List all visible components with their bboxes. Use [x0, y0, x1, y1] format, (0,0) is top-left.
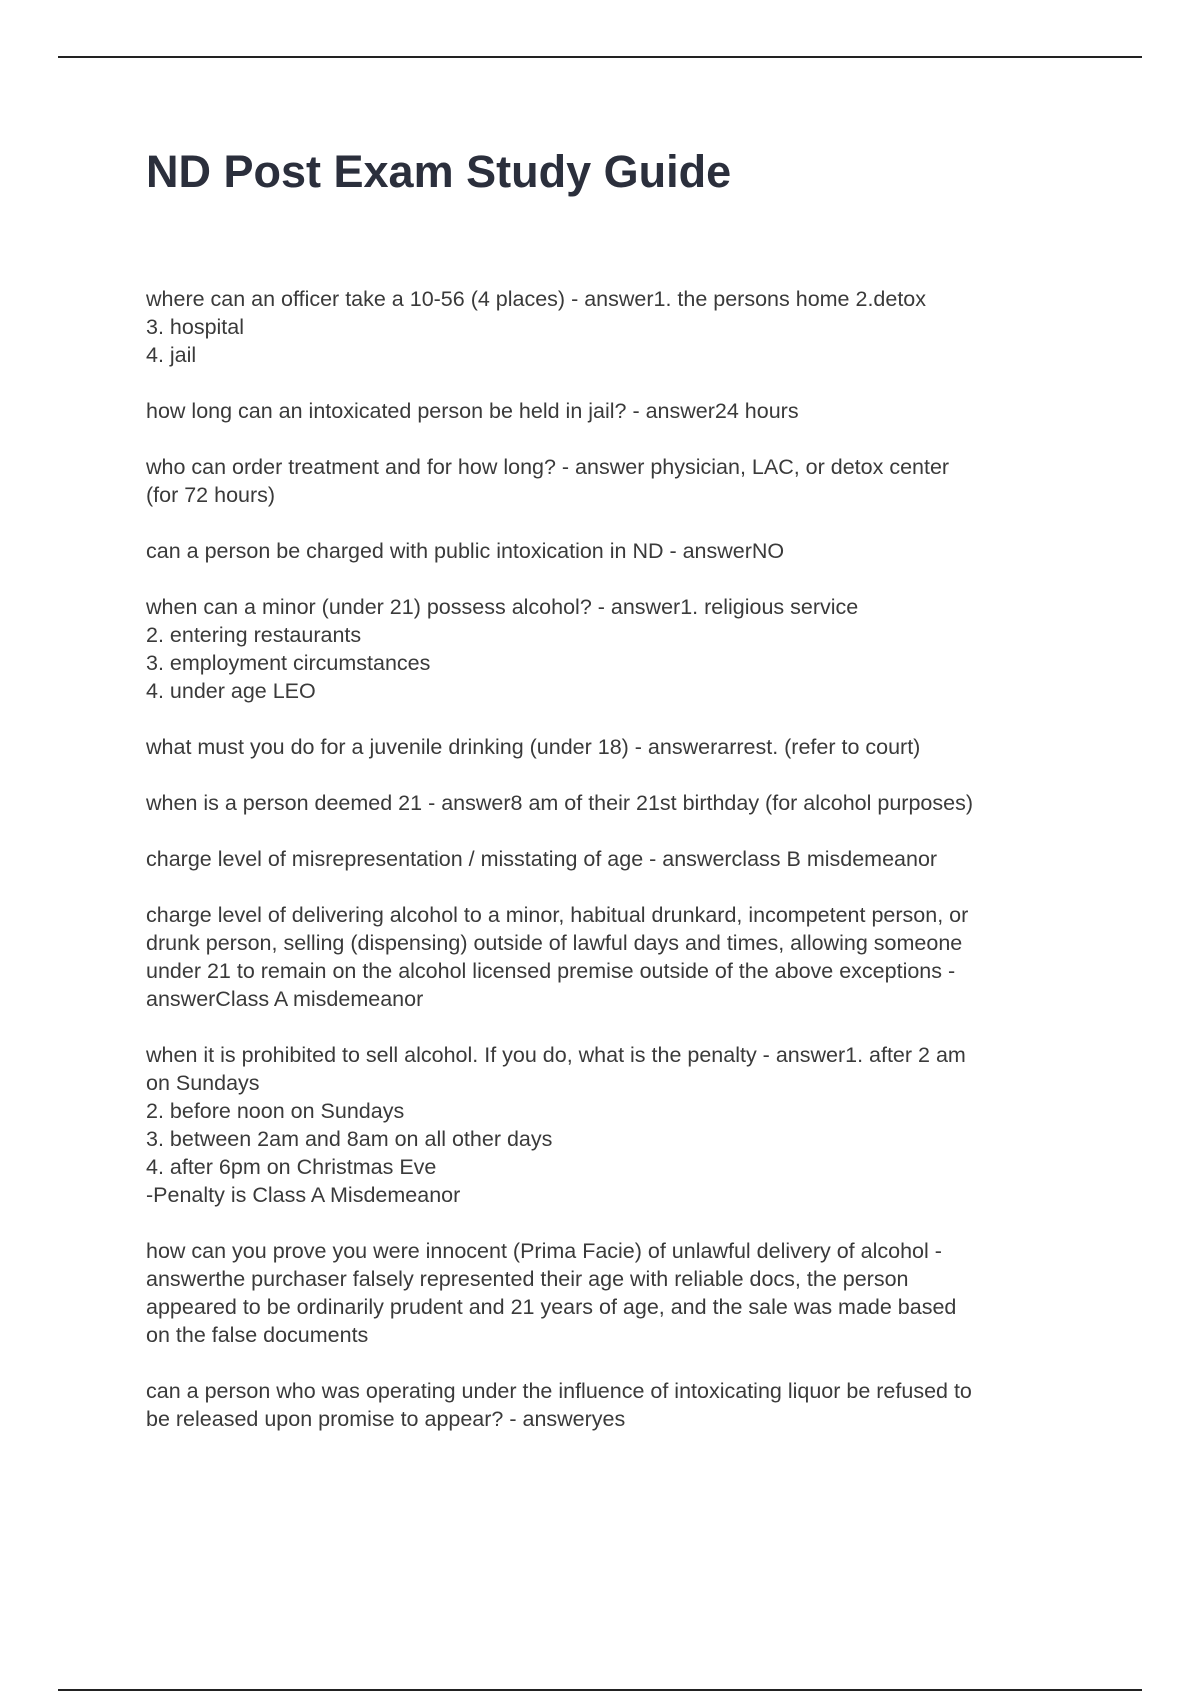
qa-line: what must you do for a juvenile drinking (under 18) - answerarrest. (refer to court) — [146, 735, 921, 759]
qa-line: how long can an intoxicated person be held in jail? - answer24 hours — [146, 399, 799, 423]
qa-item — [146, 397, 1086, 425]
bottom-rule — [58, 1689, 1142, 1691]
qa-line: under 21 to remain on the alcohol licensed premise outside of the above exceptions - — [146, 959, 956, 983]
qa-line: (for 72 hours) — [146, 483, 276, 507]
qa-line: where can an officer take a 10-56 (4 places) - answer1. the persons home 2.detox — [146, 287, 927, 311]
qa-item — [146, 1041, 1086, 1209]
qa-line: 2. before noon on Sundays — [146, 1099, 405, 1123]
qa-item — [146, 789, 1086, 817]
qa-line: 4. under age LEO — [146, 679, 316, 703]
qa-line: can a person be charged with public intoxication in ND - answerNO — [146, 539, 785, 563]
qa-list — [146, 285, 1086, 1461]
qa-line: 3. between 2am and 8am on all other days — [146, 1127, 553, 1151]
qa-line: answerthe purchaser falsely represented their age with reliable docs, the person — [146, 1267, 909, 1291]
qa-line: on the false documents — [146, 1323, 369, 1347]
qa-item — [146, 1237, 1086, 1349]
qa-line: -Penalty is Class A Misdemeanor — [146, 1183, 461, 1207]
qa-item — [146, 845, 1086, 873]
qa-line: when can a minor (under 21) possess alcohol? - answer1. religious service — [146, 595, 859, 619]
top-rule — [58, 56, 1142, 58]
qa-line: appeared to be ordinarily prudent and 21 years of age, and the sale was made based — [146, 1295, 957, 1319]
qa-line: on Sundays — [146, 1071, 260, 1095]
qa-line: be released upon promise to appear? - answeryes — [146, 1407, 626, 1431]
qa-line: can a person who was operating under the influence of intoxicating liquor be refused to — [146, 1379, 972, 1403]
qa-line: 3. employment circumstances — [146, 651, 431, 675]
qa-line: 4. after 6pm on Christmas Eve — [146, 1155, 437, 1179]
qa-line: 2. entering restaurants — [146, 623, 362, 647]
qa-line: charge level of delivering alcohol to a minor, habitual drunkard, incompetent person, or — [146, 903, 969, 927]
qa-line: how can you prove you were innocent (Prima Facie) of unlawful delivery of alcohol - — [146, 1239, 942, 1263]
qa-line: when is a person deemed 21 - answer8 am of their 21st birthday (for alcohol purposes) — [146, 791, 973, 815]
qa-line: answerClass A misdemeanor — [146, 987, 424, 1011]
qa-item — [146, 593, 1086, 705]
qa-line: who can order treatment and for how long? - answer physician, LAC, or detox center — [146, 455, 950, 479]
qa-item — [146, 901, 1086, 1013]
qa-line: charge level of misrepresentation / misstating of age - answerclass B misdemeanor — [146, 847, 938, 871]
qa-line: 3. hospital — [146, 315, 245, 339]
qa-line: when it is prohibited to sell alcohol. If you do, what is the penalty - answer1. after 2 am — [146, 1043, 966, 1067]
qa-line: 4. jail — [146, 343, 197, 367]
qa-item — [146, 285, 1086, 369]
qa-item — [146, 453, 1086, 509]
qa-item — [146, 537, 1086, 565]
page-title: ND Post Exam Study Guide — [146, 146, 732, 197]
qa-item — [146, 733, 1086, 761]
qa-line: drunk person, selling (dispensing) outside of lawful days and times, allowing someone — [146, 931, 963, 955]
qa-item — [146, 1377, 1086, 1433]
